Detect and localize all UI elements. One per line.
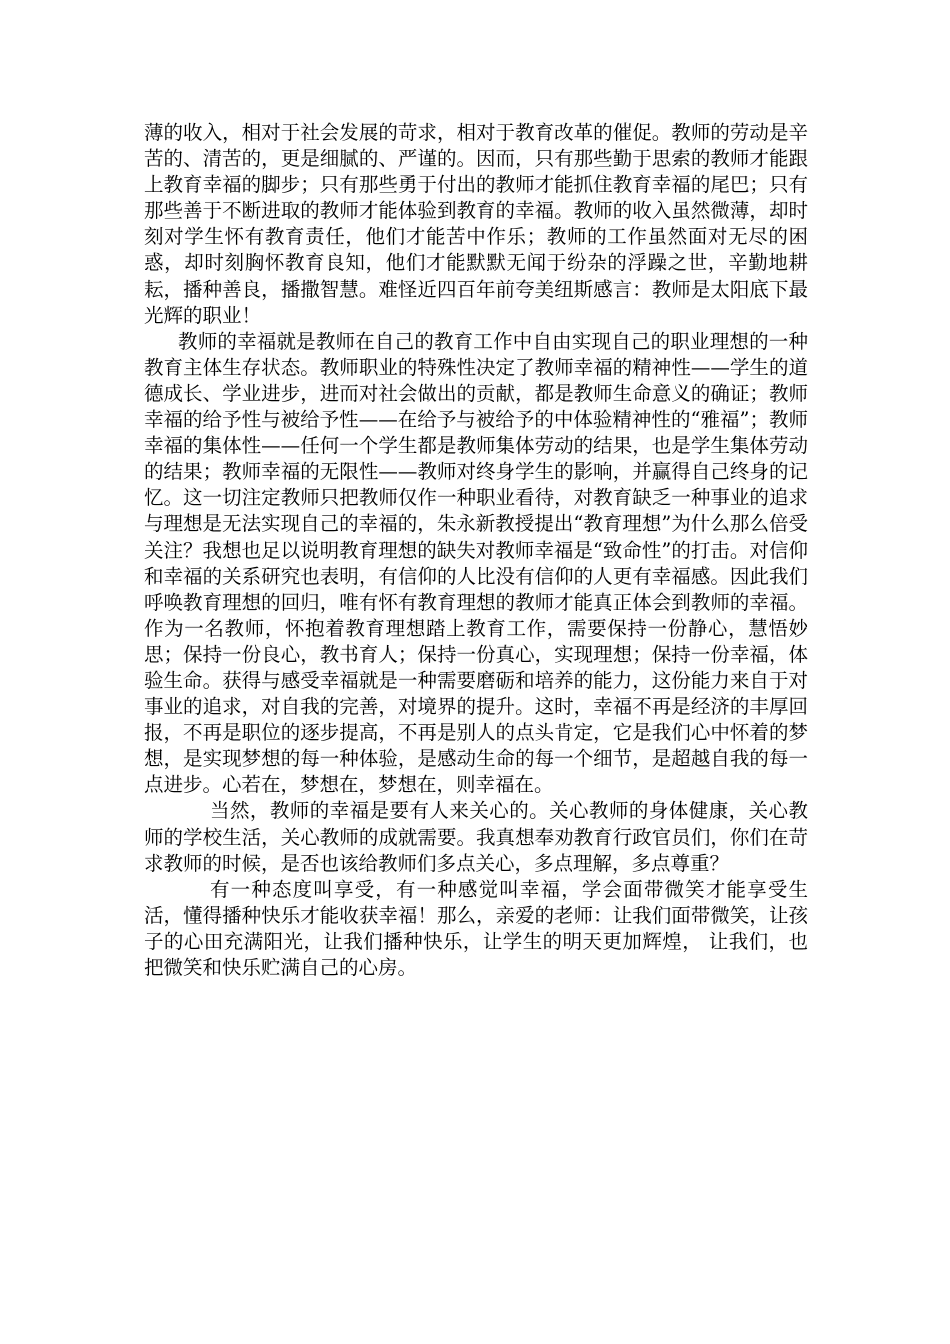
paragraph-4: 有一种态度叫享受，有一种感觉叫幸福，学会面带微笑才能享受生活，懂得播种快乐才能收获幸福！那么，亲爱的老师：让我们面带微笑，让孩子的心田充满阳光，让我们播种快乐，让学生的明天更加辉煌， 让我们，也把微笑和快乐贮满自己的心房。 — [144, 877, 808, 979]
body-text — [144, 120, 808, 981]
paragraph-3: 当然，教师的幸福是要有人来关心的。关心教师的身体健康，关心教师的学校生活，关心教师的成就需要。我真想奉劝教育行政官员们，你们在苛求教师的时候，是否也该给教师们多点关心，多点理解，多点尊重？ — [144, 799, 808, 875]
paragraph-2: 教师的幸福就是教师在自己的教育工作中自由实现自己的职业理想的一种教育主体生存状态。教师职业的特殊性决定了教师幸福的精神性——学生的道德成长、学业进步，进而对社会做出的贡献，都是教师生命意义的确证；教师幸福的给予性与被给予性——在给予与被给予的中体验精神性的“雅福”；教师幸福的集体性——任何一个学生都是教师集体劳动的结果，也是学生集体劳动的结果；教师幸福的无限性——教师对终身学生的影响，并赢得自己终身的记忆。这一切注定教师只把教师仅作一种职业看待，对教育缺乏一种事业的追求与理想是无法实现自己的幸福的，朱永新教授提出“教育理想”为什么那么倍受关注？我想也足以说明教育理想的缺失对教师幸福是“致命性”的打击。对信仰和幸福的关系研究也表明，有信仰的人比没有信仰的人更有幸福感。因此我们呼唤教育理想的回归，唯有怀有教育理想的教师才能真正体会到教师的幸福。作为一名教师，怀抱着教育理想踏上教育工作，需要保持一份静心，慧悟妙思；保持一份良心，教书育人；保持一份真心，实现理想；保持一份幸福，体验生命。获得与感受幸福就是一种需要磨砺和培养的能力，这份能力来自于对事业的追求，对自我的完善，对境界的提升。这时，幸福不再是经济的丰厚回报，不再是职位的逐步提高，不再是别人的点头肯定，它是我们心中怀着的梦想，是实现梦想的每一种体验，是感动生命的每一个细节，是超越自我的每一点进步。心若在，梦想在，梦想在，则幸福在。 — [144, 329, 808, 797]
paragraph-1: 薄的收入，相对于社会发展的苛求，相对于教育改革的催促。教师的劳动是辛苦的、清苦的，更是细腻的、严谨的。因而，只有那些勤于思索的教师才能跟上教育幸福的脚步；只有那些勇于付出的教师才能抓住教育幸福的尾巴；只有那些善于不断进取的教师才能体验到教育的幸福。教师的收入虽然微薄，却时刻对学生怀有教育责任，他们才能苦中作乐；教师的工作虽然面对无尽的困惑，却时刻胸怀教育良知，他们才能默默无闻于纷杂的浮躁之世，辛勤地耕耘，播种善良，播撒智慧。难怪近四百年前夸美纽斯感言：教师是太阳底下最光辉的职业！ — [144, 121, 808, 327]
